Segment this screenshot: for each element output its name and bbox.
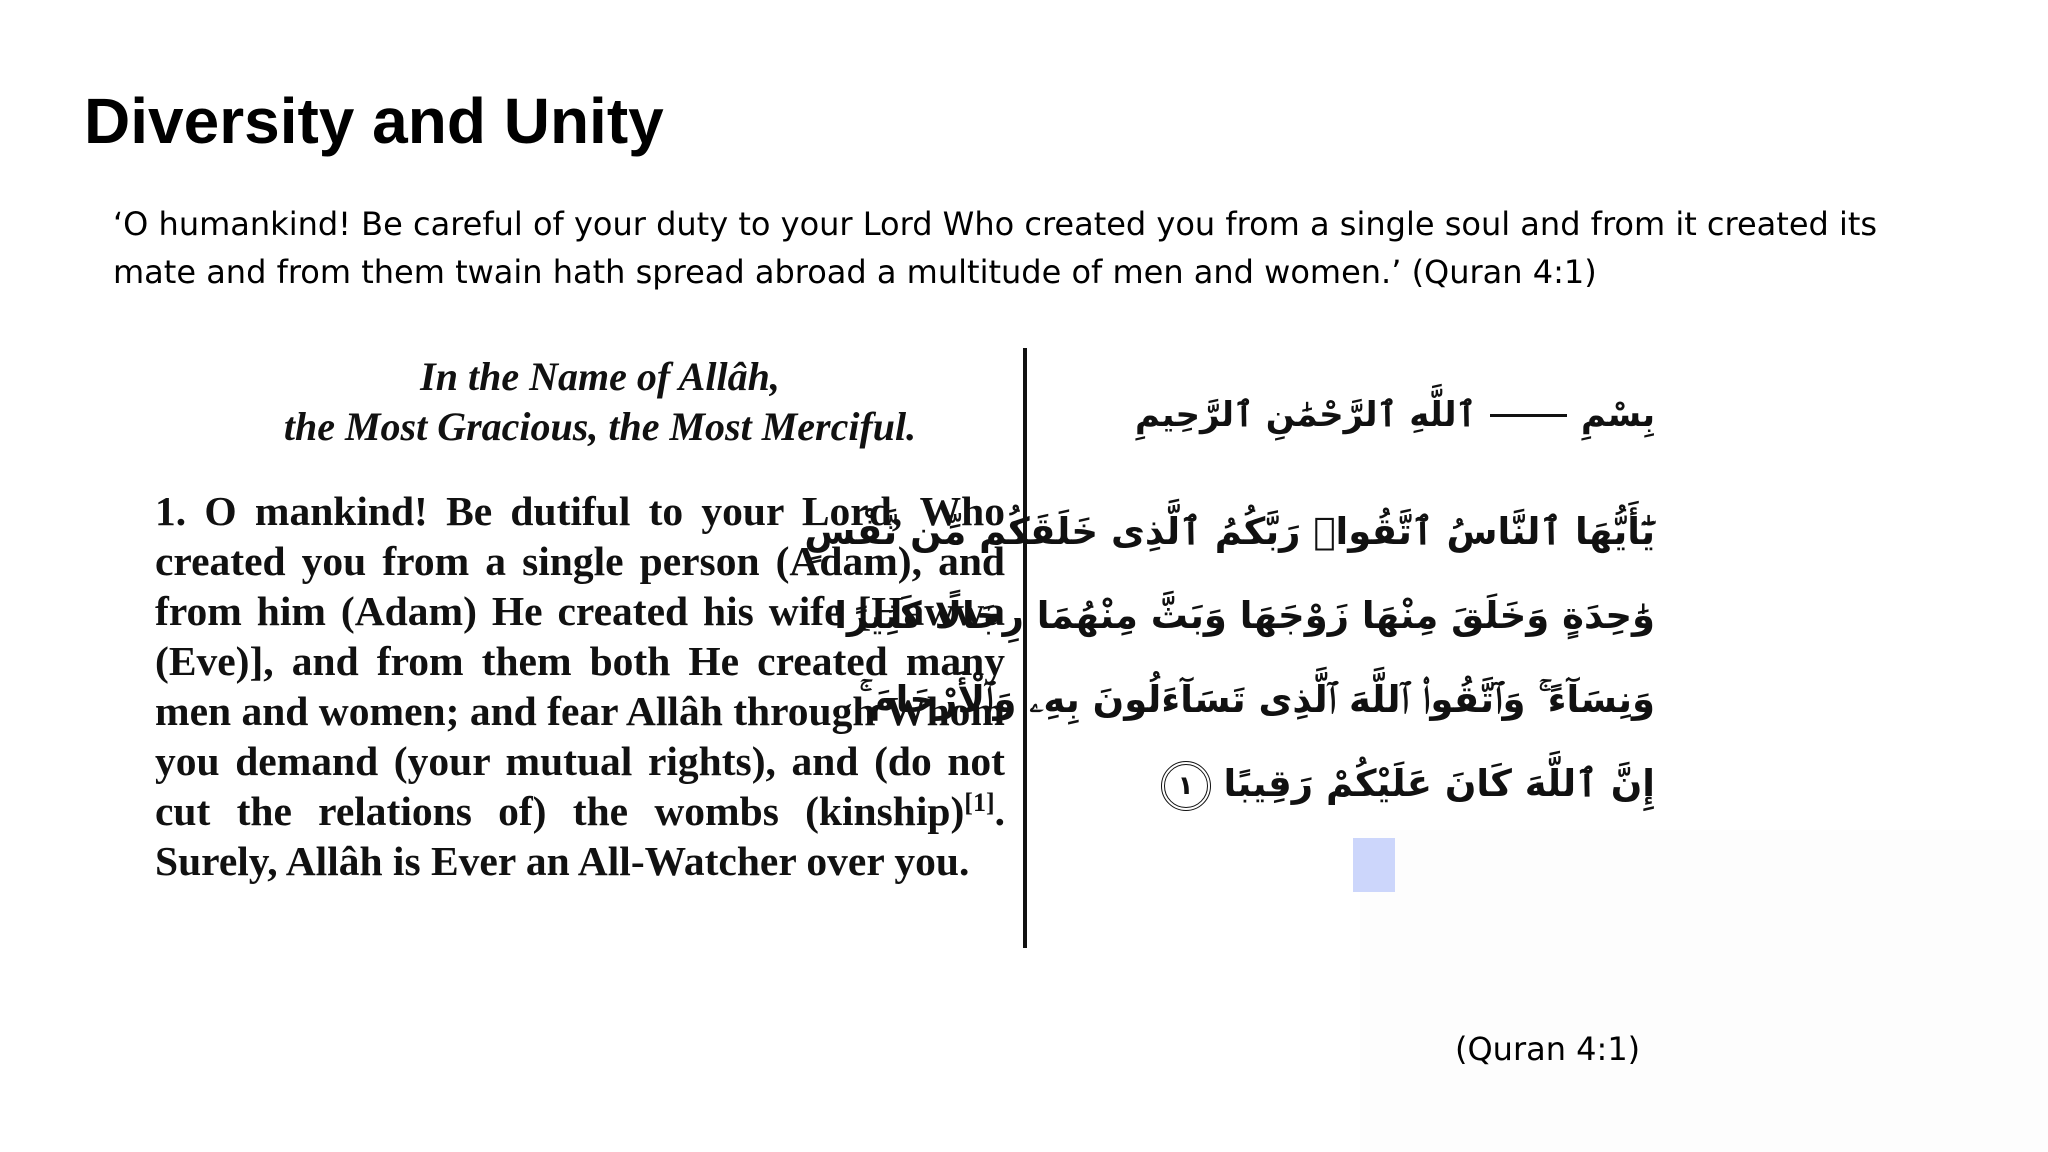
quote-line-1: ‘O humankind! Be careful of your duty to your Lord Who created you from a single soul and from it created its	[113, 205, 1878, 243]
verse-number: 1.	[155, 488, 187, 534]
slide-title: Diversity and Unity	[84, 85, 664, 157]
selection-highlight	[1353, 838, 1395, 892]
arabic-line-3: وَنِسَآءً ۚ وَٱتَّقُوا۟ ٱللَّهَ ٱلَّذِى تَسَآءَلُونَ بِهِۦ وَٱلْأَرْحَامَ ۚ	[859, 678, 1655, 721]
intro-quote	[113, 200, 1893, 296]
arabic-line-4	[1115, 742, 1655, 826]
arabic-line-1: يَٰٓأَيُّهَا ٱلنَّاسُ ٱتَّقُوا۟ رَبَّكُمُ ٱلَّذِى خَلَقَكُم مِّن نَّفْسٍ	[804, 510, 1655, 553]
arabic-line-2: وَٰحِدَةٍ وَخَلَقَ مِنْهَا زَوْجَهَا وَبَثَّ مِنْهُمَا رِجَالًا كَثِيرًا	[834, 594, 1655, 637]
verse-text-part-2: . Surely, Allâh is Ever an All-Watcher over you.	[155, 788, 1005, 884]
english-heading-line-1: In the Name of Allâh,	[420, 354, 780, 399]
bismillah-stroke	[1490, 414, 1566, 417]
arabic-text-image	[804, 380, 1655, 826]
quote-line-2: mate and from them twain hath spread abroad a multitude of men and women.’ (Quran 4:1)	[113, 253, 1597, 291]
arabic-verse	[804, 490, 1655, 826]
source-caption: (Quran 4:1)	[1455, 1030, 1641, 1068]
verse-text-part-1: O mankind! Be dutiful to your Lord, Who created you from a single person (Adam), and from him (Adam) He created his wife [Hawwa (Eve)], and from them both He created many men and women; and fear Allâh through Whom you demand (your mutual rights), and (do not cut the relations of) the wombs (kinship)	[155, 488, 1005, 834]
english-heading-line-2: the Most Gracious, the Most Merciful.	[283, 404, 917, 449]
english-heading	[195, 352, 1005, 452]
bismillah-end: ٱللَّهِ ٱلرَّحْمَٰنِ ٱلرَّحِيمِ	[1135, 395, 1477, 435]
bismillah-start: بِسْمِ	[1580, 395, 1655, 435]
arabic-line-4-text: إِنَّ ٱللَّهَ كَانَ عَلَيْكُمْ رَقِيبًا	[1223, 762, 1655, 805]
footnote-marker: [1]	[964, 788, 995, 817]
bismillah	[1135, 380, 1655, 450]
background-panel	[1360, 830, 2048, 1152]
ayah-number-marker: ١	[1161, 761, 1211, 811]
